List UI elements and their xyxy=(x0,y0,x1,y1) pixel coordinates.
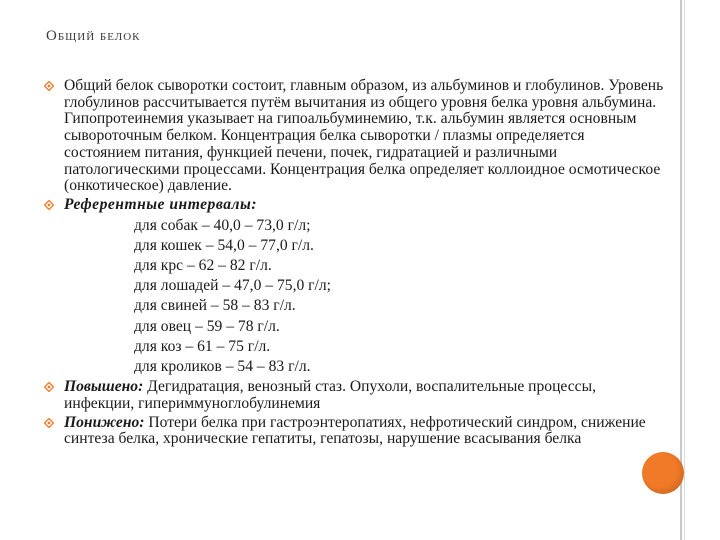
reference-list xyxy=(64,216,664,378)
reference-item: для лошадей – 47,0 – 75,0 г/л; xyxy=(134,277,332,295)
decreased-causes: Потери белка при гастроэнтеропатиях, нефротический синдром, снижение синтеза белка, хронические гепатиты, гепатозы, нарушение всасывания белка xyxy=(64,413,646,448)
increased-text xyxy=(64,379,664,412)
slide-border-line-inner xyxy=(684,0,685,540)
increased-causes: Дегидратация, венозный стаз. Опухоли, воспалительные процессы, инфекции, гипериммуноглобулинемия xyxy=(64,378,596,412)
reference-item: для крс – 62 – 82 г/л. xyxy=(134,257,272,275)
reference-item: для кроликов – 54 – 83 г/л. xyxy=(134,358,311,376)
slide-title: Общий белок xyxy=(46,28,141,44)
slide-content xyxy=(44,78,664,448)
bullet-icon xyxy=(44,418,54,428)
slide-border-line xyxy=(680,0,682,540)
bullet-item-increased xyxy=(44,379,664,412)
bullet-item-description xyxy=(44,78,664,195)
reference-item: для собак – 40,0 – 73,0 г/л; xyxy=(134,216,311,234)
reference-item: для овец – 59 – 78 г/л. xyxy=(134,317,280,335)
description-text: Общий белок сыворотки состоит, главным образом, из альбуминов и глобулинов. Уровень глобулинов рассчитывается путём вычитания из общего уровня белка уровня альбумина. Гипопротеинемия указывает на гипоальбуминемию, т.к. альбумин является основным сывороточным белком. Концентрация белка сыворотки / плазмы определяется состоянием питания, функцией печени, почек, гидратацией и различными патологическими процессами. Концентрация белка определяет коллоидное осмотическое (онкотическое) давление. xyxy=(64,77,664,195)
increased-label: Повышено: xyxy=(64,378,144,396)
reference-heading: Референтные интервалы: xyxy=(64,195,258,213)
orange-circle-decoration xyxy=(642,452,684,494)
bullet-item-decreased xyxy=(44,415,664,448)
bullet-icon xyxy=(44,382,54,392)
reference-item: для коз – 61 – 75 г/л. xyxy=(134,337,271,355)
decreased-label: Понижено: xyxy=(64,413,145,431)
decreased-text xyxy=(64,415,664,448)
reference-item: для кошек – 54,0 – 77,0 г/л. xyxy=(134,236,314,254)
bullet-icon xyxy=(44,81,54,91)
bullet-icon xyxy=(44,200,54,210)
bullet-item-reference xyxy=(44,197,664,377)
reference-item: для свиней – 58 – 83 г/л. xyxy=(134,297,296,315)
